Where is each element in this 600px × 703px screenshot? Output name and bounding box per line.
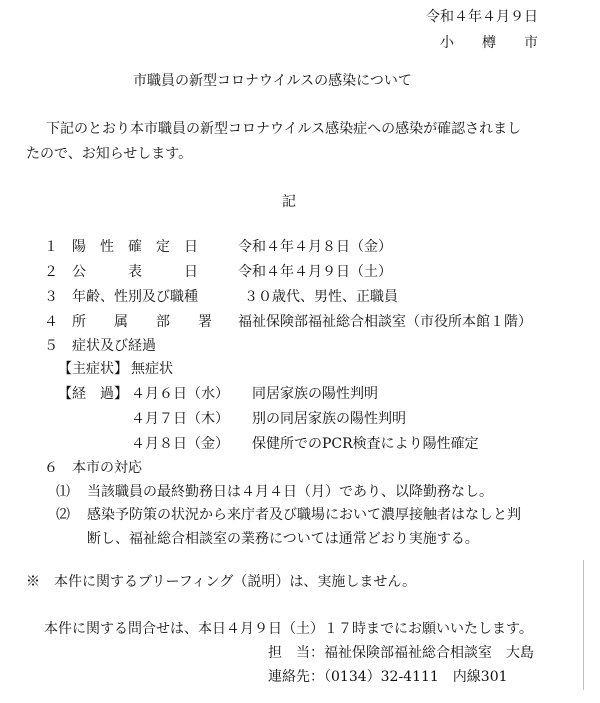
course-date: ４月８日（金） [131, 436, 229, 452]
issuer: 小 樽 市 [440, 35, 538, 51]
item-value: 令和４年４月９日（土） [238, 264, 392, 280]
ki-heading: 記 [282, 194, 296, 210]
course-event: 同居家族の陽性判明 [252, 386, 378, 402]
document-title: 市職員の新型コロナウイルスの感染について [133, 73, 412, 89]
course-event: 別の同居家族の陽性判明 [252, 411, 406, 427]
issue-date: 令和４年４月９日 [426, 9, 538, 25]
intro-line-2: たので、お知らせします。 [26, 146, 193, 162]
item-number: ３ [44, 289, 58, 305]
course-label: 【経 過】 [58, 386, 128, 402]
item-value: 令和４年４月８日（金） [238, 239, 392, 255]
symptom-value: 無症状 [131, 361, 173, 377]
item-number: ２ [44, 264, 58, 280]
item-label: 陽 性 確 定 日 [72, 239, 198, 255]
item-value: ３０歳代、男性、正職員 [244, 289, 398, 305]
section-number: ６ [44, 460, 58, 476]
item-label: 所 属 部 署 [72, 314, 212, 330]
contact-phone: 連絡先：（0134）32-4111 内線301 [268, 669, 508, 685]
inquiry-text: 本件に関する問合せは、本日４月９日（土）１７時までにお願いいたします。 [44, 621, 533, 637]
point-text: 感染予防策の状況から来庁者及び職場において濃厚接触者はなしと判 [87, 507, 521, 523]
intro-line-1: 下記のとおり本市職員の新型コロナウイルス感染症への感染が確認されまし [46, 121, 522, 137]
margin-line [583, 560, 584, 690]
symptom-label: 【主症状】 [58, 361, 128, 377]
point-number: ⑴ [56, 484, 70, 500]
briefing-note: ※ 本件に関するブリーフィング（説明）は、実施しません。 [26, 574, 417, 590]
point-text-continued: 断し、福祉総合相談室の業務については通常どおり実施する。 [87, 531, 479, 547]
contact-person: 担 当：福祉保険部福祉総合相談室 大島 [268, 645, 534, 661]
item-value: 福祉保険部福祉総合相談室（市役所本館１階） [238, 314, 532, 330]
section-label: 本市の対応 [72, 460, 142, 476]
item-label: 年齢、性別及び職種 [72, 289, 198, 305]
course-date: ４月６日（水） [131, 386, 229, 402]
item-number: ４ [44, 314, 58, 330]
course-date: ４月７日（木） [131, 411, 229, 427]
point-number: ⑵ [56, 507, 70, 523]
item-number: １ [44, 239, 58, 255]
section-number: ５ [44, 338, 58, 354]
course-event: 保健所でのPCR検査により陽性確定 [252, 436, 479, 452]
item-label: 公 表 日 [72, 264, 198, 280]
point-text: 当該職員の最終勤務日は４月４日（月）であり、以降勤務なし。 [87, 484, 493, 500]
section-label: 症状及び経過 [72, 338, 156, 354]
